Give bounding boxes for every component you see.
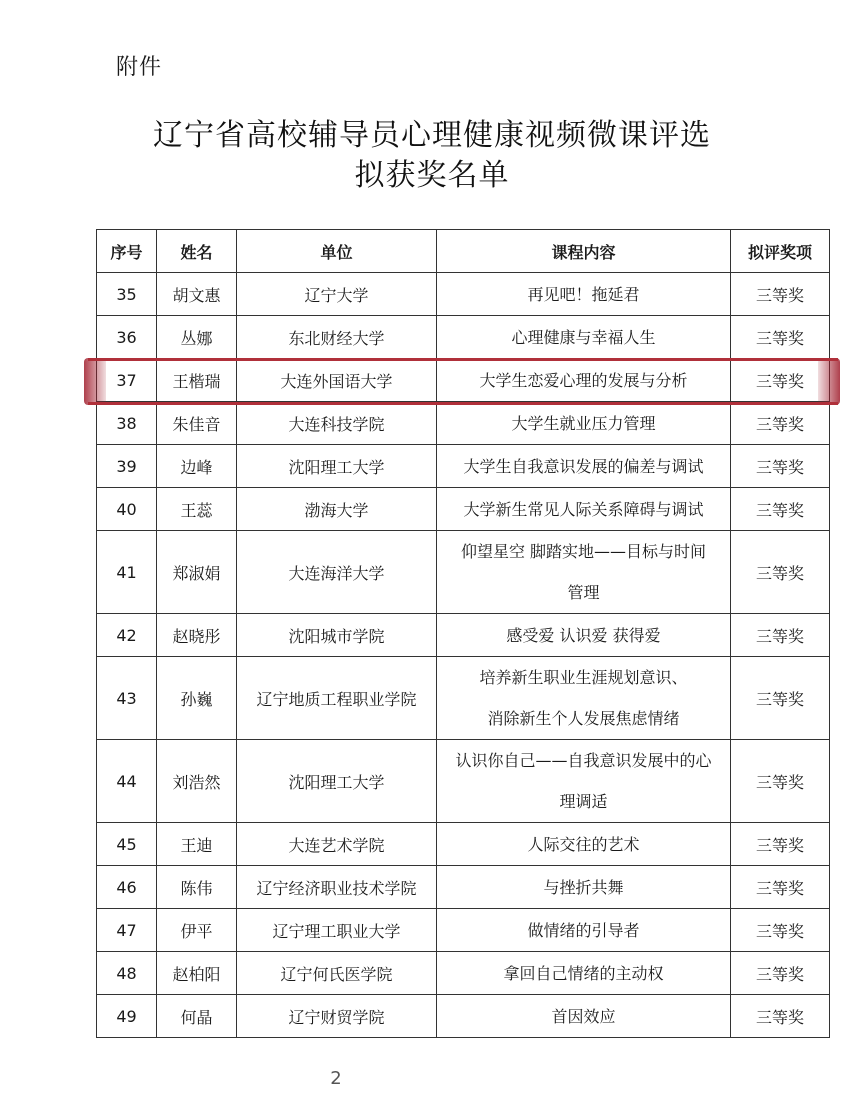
- course-line: 与挫折共舞: [543, 877, 624, 897]
- course-line: 管理: [567, 583, 600, 602]
- course-line: 人际交往的艺术: [527, 834, 640, 854]
- header-unit: 单位: [237, 230, 437, 273]
- table-body: [97, 273, 830, 1038]
- cell-index: 46: [97, 866, 157, 909]
- course-line: 理调适: [559, 792, 608, 811]
- cell-name: 陈伟: [157, 866, 237, 909]
- course-line: 感受爱 认识爱 获得爱: [506, 625, 661, 645]
- cell-index: 38: [97, 402, 157, 445]
- cell-unit: 沈阳理工大学: [237, 445, 437, 488]
- course-line: 消除新生个人发展焦虑情绪: [487, 709, 680, 728]
- cell-unit: 辽宁经济职业技术学院: [237, 866, 437, 909]
- cell-name: 王迪: [157, 823, 237, 866]
- cell-unit: 辽宁大学: [237, 273, 437, 316]
- cell-award: 三等奖: [731, 823, 830, 866]
- course-line: 大学生恋爱心理的发展与分析: [479, 370, 688, 390]
- document-subtitle: 拟获奖名单: [354, 158, 510, 193]
- cell-index: 42: [97, 614, 157, 657]
- table-row: [97, 531, 830, 614]
- course-line: 仰望星空 脚踏实地——目标与时间: [460, 542, 707, 561]
- cell-course: [437, 740, 731, 823]
- cell-index: 45: [97, 823, 157, 866]
- header-award: 拟评奖项: [731, 230, 830, 273]
- table-row: [97, 316, 830, 359]
- cell-name: 刘浩然: [157, 740, 237, 823]
- table-row: [97, 273, 830, 316]
- cell-award: 三等奖: [731, 657, 830, 740]
- cell-name: 胡文惠: [157, 273, 237, 316]
- cell-unit: 大连外国语大学: [237, 359, 437, 402]
- cell-index: 43: [97, 657, 157, 740]
- course-line: 拿回自己情绪的主动权: [503, 963, 664, 983]
- cell-name: 朱佳音: [157, 402, 237, 445]
- cell-unit: 东北财经大学: [237, 316, 437, 359]
- cell-index: 37: [97, 359, 157, 402]
- cell-course: [437, 445, 731, 488]
- cell-name: 伊平: [157, 909, 237, 952]
- course-line: 大学生就业压力管理: [511, 413, 656, 433]
- course-line: 首因效应: [551, 1006, 616, 1026]
- cell-award: 三等奖: [731, 909, 830, 952]
- header-index: 序号: [97, 230, 157, 273]
- course-line: 心理健康与幸福人生: [511, 327, 656, 347]
- cell-name: 何晶: [157, 995, 237, 1038]
- document-title: 辽宁省高校辅导员心理健康视频微课评选: [153, 118, 711, 153]
- cell-course: [437, 823, 731, 866]
- cell-name: 赵柏阳: [157, 952, 237, 995]
- cell-course: [437, 866, 731, 909]
- table-row: [97, 995, 830, 1038]
- table-row: [97, 614, 830, 657]
- page-number: 2: [330, 1068, 342, 1089]
- cell-course: [437, 316, 731, 359]
- cell-name: 丛娜: [157, 316, 237, 359]
- award-table: [96, 229, 830, 1038]
- cell-name: 郑淑娟: [157, 531, 237, 614]
- cell-index: 40: [97, 488, 157, 531]
- cell-unit: 沈阳理工大学: [237, 740, 437, 823]
- table-row: [97, 740, 830, 823]
- cell-index: 47: [97, 909, 157, 952]
- cell-course: [437, 273, 731, 316]
- cell-unit: 大连海洋大学: [237, 531, 437, 614]
- cell-unit: 大连艺术学院: [237, 823, 437, 866]
- cell-award: 三等奖: [731, 995, 830, 1038]
- course-line: 认识你自己——自我意识发展中的心: [455, 751, 712, 770]
- table-row: [97, 402, 830, 445]
- cell-name: 赵晓彤: [157, 614, 237, 657]
- cell-award: 三等奖: [731, 445, 830, 488]
- cell-name: 边峰: [157, 445, 237, 488]
- cell-unit: 辽宁地质工程职业学院: [237, 657, 437, 740]
- course-line: 培养新生职业生涯规划意识、: [479, 668, 688, 687]
- cell-name: 孙巍: [157, 657, 237, 740]
- cell-award: 三等奖: [731, 866, 830, 909]
- cell-index: 36: [97, 316, 157, 359]
- cell-index: 39: [97, 445, 157, 488]
- cell-award: 三等奖: [731, 316, 830, 359]
- cell-unit: 沈阳城市学院: [237, 614, 437, 657]
- cell-unit: 渤海大学: [237, 488, 437, 531]
- cell-index: 48: [97, 952, 157, 995]
- table-header-row: [97, 230, 830, 273]
- cell-index: 41: [97, 531, 157, 614]
- table-row: [97, 359, 830, 402]
- cell-course: [437, 909, 731, 952]
- cell-course: [437, 995, 731, 1038]
- cell-course: [437, 402, 731, 445]
- cell-course: [437, 952, 731, 995]
- cell-award: 三等奖: [731, 614, 830, 657]
- cell-course: [437, 531, 731, 614]
- highlight-mark-right: [818, 358, 840, 405]
- cell-course: [437, 614, 731, 657]
- course-line: 大学新生常见人际关系障碍与调试: [463, 499, 704, 519]
- cell-name: 王蕊: [157, 488, 237, 531]
- cell-award: 三等奖: [731, 531, 830, 614]
- cell-award: 三等奖: [731, 402, 830, 445]
- cell-award: 三等奖: [731, 273, 830, 316]
- cell-unit: 大连科技学院: [237, 402, 437, 445]
- cell-name: 王楷瑞: [157, 359, 237, 402]
- table-row: [97, 657, 830, 740]
- cell-unit: 辽宁理工职业大学: [237, 909, 437, 952]
- header-course: 课程内容: [437, 230, 731, 273]
- course-line: 大学生自我意识发展的偏差与调试: [463, 456, 704, 476]
- cell-unit: 辽宁财贸学院: [237, 995, 437, 1038]
- header-name: 姓名: [157, 230, 237, 273]
- table-row: [97, 909, 830, 952]
- table-row: [97, 445, 830, 488]
- cell-course: [437, 657, 731, 740]
- cell-index: 35: [97, 273, 157, 316]
- cell-award: 三等奖: [731, 359, 830, 402]
- table-row: [97, 952, 830, 995]
- cell-index: 44: [97, 740, 157, 823]
- table-row: [97, 488, 830, 531]
- course-line: 做情绪的引导者: [527, 920, 640, 940]
- table-row: [97, 866, 830, 909]
- cell-index: 49: [97, 995, 157, 1038]
- cell-award: 三等奖: [731, 952, 830, 995]
- table-row: [97, 823, 830, 866]
- cell-course: [437, 488, 731, 531]
- highlight-mark-left: [84, 358, 106, 405]
- attachment-label: 附件: [116, 55, 163, 80]
- cell-award: 三等奖: [731, 488, 830, 531]
- cell-unit: 辽宁何氏医学院: [237, 952, 437, 995]
- cell-award: 三等奖: [731, 740, 830, 823]
- cell-course: [437, 359, 731, 402]
- course-line: 再见吧！拖延君: [527, 284, 640, 304]
